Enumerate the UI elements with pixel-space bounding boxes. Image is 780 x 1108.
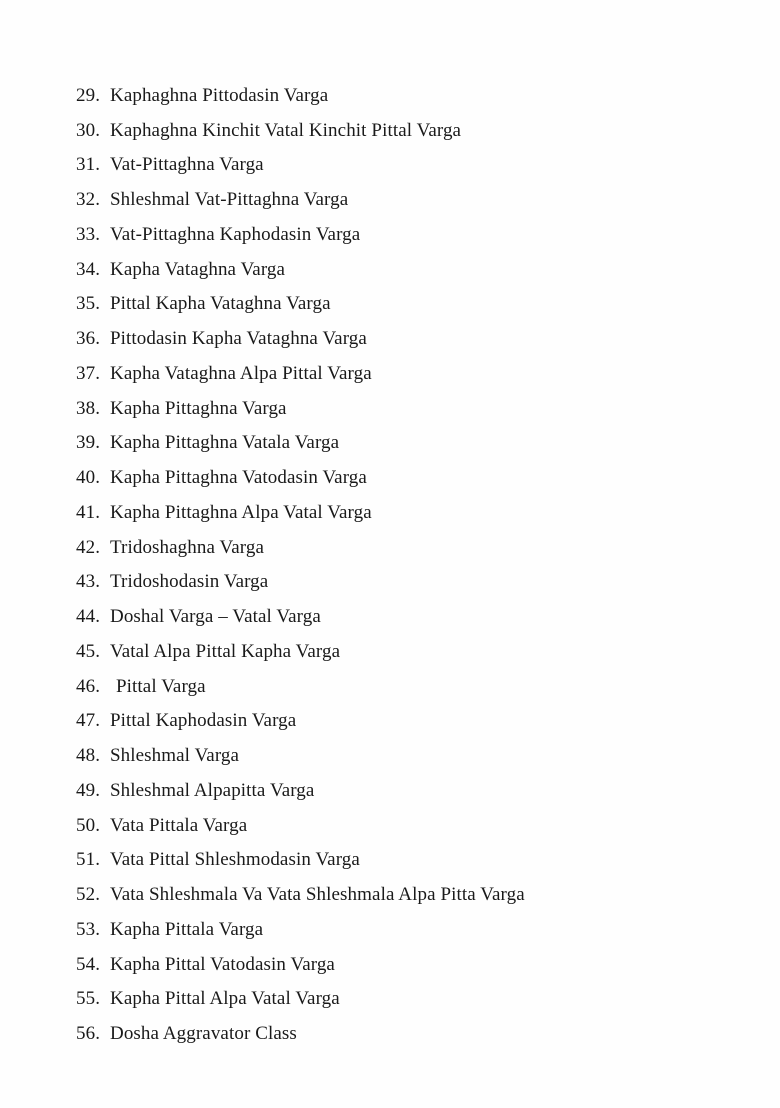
- varga-list: [76, 78, 525, 1051]
- item-text: Vatal Alpa Pittal Kapha Varga: [110, 640, 341, 662]
- list-item: [76, 287, 525, 322]
- item-number: 52.: [76, 884, 101, 906]
- item-text: Kapha Pittaghna Vatodasin Varga: [110, 467, 367, 489]
- item-text: Pittal Kapha Vataghna Varga: [110, 293, 331, 315]
- item-text: Kapha Pittal Vatodasin Varga: [110, 953, 335, 975]
- list-item: [76, 773, 525, 808]
- item-text: Vata Pittal Shleshmodasin Varga: [110, 849, 360, 871]
- item-text: Dosha Aggravator Class: [110, 1023, 297, 1045]
- item-number: 40.: [76, 467, 101, 489]
- list-item: [76, 252, 525, 287]
- item-text: Pittal Kaphodasin Varga: [110, 710, 297, 732]
- list-item: [76, 113, 525, 148]
- list-item: [76, 947, 525, 982]
- item-number: 47.: [76, 710, 101, 732]
- item-number: 51.: [76, 849, 101, 871]
- item-number: 55.: [76, 988, 101, 1010]
- item-number: 41.: [76, 501, 101, 523]
- list-item: [76, 426, 525, 461]
- list-item: [76, 217, 525, 252]
- list-item: [76, 321, 525, 356]
- item-text: Pittal Varga: [116, 675, 206, 697]
- list-item: [76, 565, 525, 600]
- item-text: Pittodasin Kapha Vataghna Varga: [110, 328, 367, 350]
- list-item: [76, 982, 525, 1017]
- item-text: Kapha Vataghna Alpa Pittal Varga: [110, 362, 372, 384]
- item-number: 54.: [76, 953, 101, 975]
- list-item: [76, 530, 525, 565]
- item-text: Vat-Pittaghna Kaphodasin Varga: [110, 223, 361, 245]
- item-text: Kapha Pittala Varga: [110, 918, 264, 940]
- list-item: [76, 738, 525, 773]
- item-number: 33.: [76, 223, 101, 245]
- item-number: 29.: [76, 84, 101, 106]
- item-number: 36.: [76, 328, 101, 350]
- item-number: 45.: [76, 640, 101, 662]
- list-item: [76, 78, 525, 113]
- item-number: 38.: [76, 397, 101, 419]
- list-item: [76, 182, 525, 217]
- list-item: [76, 460, 525, 495]
- item-number: 56.: [76, 1023, 101, 1045]
- item-text: Vat-Pittaghna Varga: [110, 154, 264, 176]
- list-item: [76, 495, 525, 530]
- item-number: 44.: [76, 606, 101, 628]
- list-item: [76, 669, 525, 704]
- list-item: [76, 1016, 525, 1051]
- item-text: Tridoshaghna Varga: [110, 536, 264, 558]
- list-item: [76, 599, 525, 634]
- item-number: 48.: [76, 745, 101, 767]
- item-text: Tridoshodasin Varga: [110, 571, 269, 593]
- item-text: Kapha Pittaghna Varga: [110, 397, 287, 419]
- list-item: [76, 877, 525, 912]
- list-item: [76, 634, 525, 669]
- item-number: 43.: [76, 571, 101, 593]
- item-number: 53.: [76, 918, 101, 940]
- item-number: 42.: [76, 536, 101, 558]
- item-number: 46.: [76, 675, 101, 697]
- list-item: [76, 704, 525, 739]
- item-number: 32.: [76, 189, 101, 211]
- item-text: Kapha Pittaghna Vatala Varga: [110, 432, 340, 454]
- list-item: [76, 912, 525, 947]
- item-number: 50.: [76, 814, 101, 836]
- item-number: 35.: [76, 293, 101, 315]
- item-number: 49.: [76, 779, 101, 801]
- item-number: 30.: [76, 119, 101, 141]
- list-item: [76, 356, 525, 391]
- item-text: Shleshmal Varga: [110, 745, 240, 767]
- item-text: Shleshmal Alpapitta Varga: [110, 779, 315, 801]
- item-text: Doshal Varga – Vatal Varga: [110, 606, 321, 628]
- item-number: 34.: [76, 258, 101, 280]
- item-text: Vata Pittala Varga: [110, 814, 248, 836]
- item-text: Shleshmal Vat-Pittaghna Varga: [110, 189, 349, 211]
- item-number: 37.: [76, 362, 101, 384]
- item-text: Vata Shleshmala Va Vata Shleshmala Alpa Pitta Varga: [110, 884, 525, 906]
- item-text: Kaphaghna Kinchit Vatal Kinchit Pittal Varga: [110, 119, 462, 141]
- list-item: [76, 391, 525, 426]
- list-item: [76, 148, 525, 183]
- item-text: Kapha Pittal Alpa Vatal Varga: [110, 988, 340, 1010]
- item-number: 31.: [76, 154, 101, 176]
- item-text: Kapha Vataghna Varga: [110, 258, 286, 280]
- item-text: Kapha Pittaghna Alpa Vatal Varga: [110, 501, 372, 523]
- item-number: 39.: [76, 432, 101, 454]
- list-item: [76, 808, 525, 843]
- list-item: [76, 843, 525, 878]
- item-text: Kaphaghna Pittodasin Varga: [110, 84, 329, 106]
